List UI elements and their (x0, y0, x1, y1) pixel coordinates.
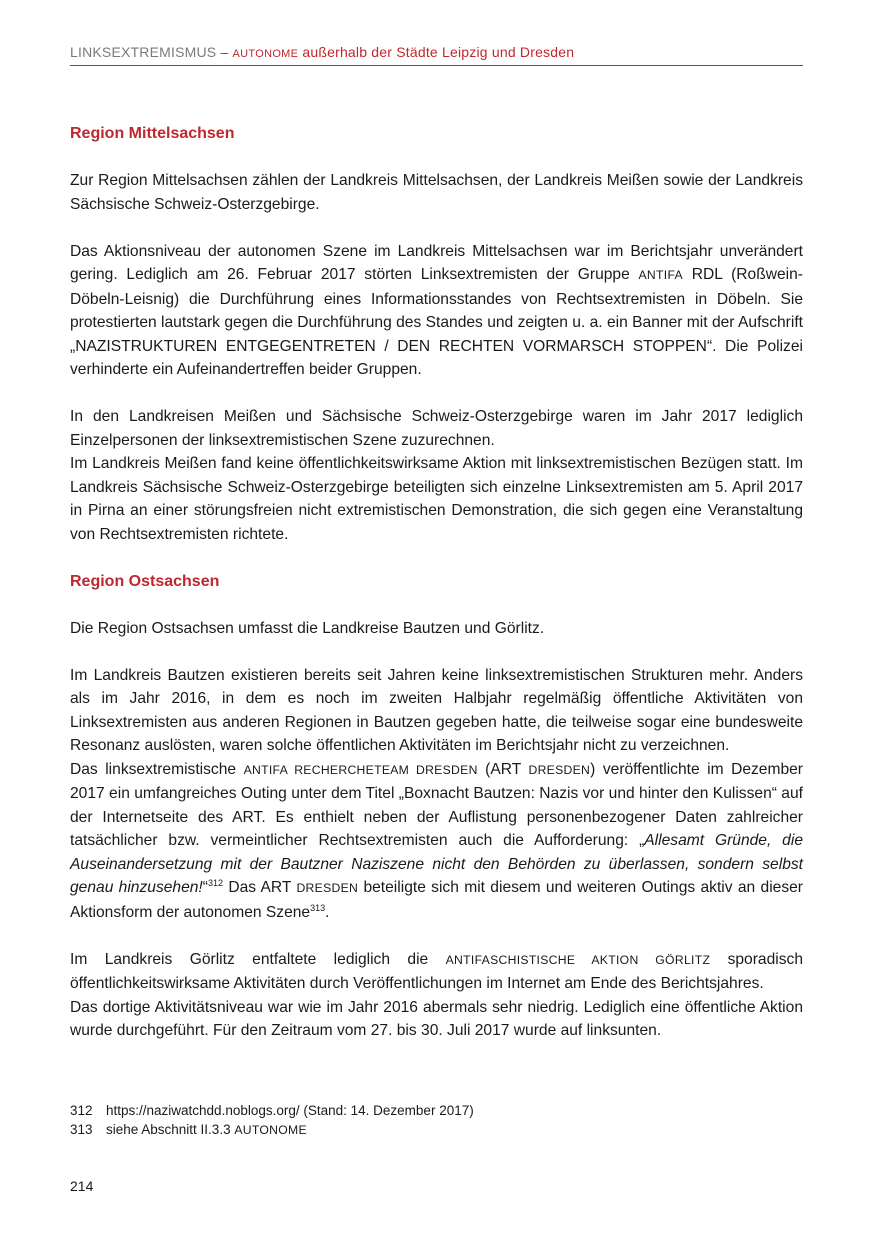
footnote-number: 313 (70, 1122, 93, 1137)
footnote-313 (70, 1120, 803, 1140)
footnote-ref-313[interactable]: 313 (310, 902, 326, 913)
text-run: siehe Abschnitt II.3.3 (106, 1122, 235, 1137)
running-header (70, 44, 803, 60)
text-run: ) veröffentlichte im Dezember 2017 ein umfangreiches Outing unter dem Titel „Boxnacht Bautzen: Nazis vor und hinter den Kulissen“ auf der Internetseite des ART. Es enthielt neben der Auflistung personenbezogener Daten zahlreicher tatsächlicher bzw. vermeintlicher Rechtsextremisten auch die Aufforderung: „ (70, 760, 804, 849)
text-run: (ART (477, 760, 529, 778)
footnotes (70, 1101, 803, 1140)
org-name-smallcaps: DRESDEN (528, 762, 591, 777)
footnote-text[interactable] (106, 1101, 474, 1120)
text-run: Das linksextremistische (70, 760, 244, 778)
org-name-smallcaps: DRESDEN (296, 881, 359, 895)
paragraph: Im Landkreis Meißen fand keine öffentlichkeitswirksame Aktion mit linksextremistischen Bezügen statt. Im Landkreis Sächsische Schweiz-Osterzgebirge beteiligten sich einzelne Linksextremisten am 5. April 2017 in Pirna an einer störungsfreien nicht extremistischen Demonstration, die sich gegen eine Veranstaltung von Rechtsextremisten richtete. (70, 455, 803, 543)
paragraph: Im Landkreis Bautzen existieren bereits seit Jahren keine linksextremistischen Strukturen mehr. Anders als im Jahr 2016, in dem es noch im zweiten Halbjahr regelmäßig öffentliche Aktivitäten von Linksextremisten aus anderen Regionen in Bautzen gegeben hatte, die teilweise sogar eine bundesweite Resonanz auslösten, waren solche öffentlichen Aktivitäten im Berichtsjahr nicht zu verzeichnen. (70, 666, 803, 754)
org-name-smallcaps: ANTIFASCHISTISCHE AKTION GÖRLITZ (445, 952, 711, 967)
text-run: RDL (Roßwein-Döbeln-Leisnig) die Durchführung eines Informationsstandes von Rechtsextremisten in Döbeln. Sie protestierten lautstark gegen die Durchführung des Standes und zeigten u. a. ein Banner mit der Aufschrift „NAZISTRUKTUREN ENTGEGENTRETEN / DEN RECHTEN VORMARSCH STOPPEN“. Die Polizei verhinderte ein Aufeinandertreffen beider Gruppen. (70, 266, 803, 378)
text-run: . (325, 903, 330, 921)
paragraph (70, 240, 803, 382)
heading-ostsachsen: Region Ostsachsen (70, 572, 220, 590)
header-title: LINKSEXTREMISMUS (70, 44, 217, 60)
paragraph: Zur Region Mittelsachsen zählen der Landkreis Mittelsachsen, der Landkreis Meißen sowie der Landkreis Sächsische Schweiz-Osterzgebirge. (70, 172, 803, 213)
paragraph: Das dortige Aktivitätsniveau war wie im Jahr 2016 abermals sehr niedrig. Lediglich eine öffentliche Aktion wurde durchgeführt. Für den Zeitraum vom 27. bis 30. Juli 2017 wurde auf linksunten. (70, 998, 803, 1039)
header-rule (70, 65, 803, 66)
text-run: sporadisch öffentlichkeitswirksame Aktivitäten durch Veröffentlichungen im Internet am Ende des Berichtsjahres. (70, 950, 803, 992)
main-content (70, 122, 803, 1066)
header-section-smallcaps: AUTONOME (232, 48, 299, 60)
header-section-rest: außerhalb der Städte Leipzig und Dresden (298, 44, 575, 60)
footnote-smallcaps: AUTONOME (234, 1123, 307, 1137)
text-run: beteiligte sich mit diesem und weiteren Outings aktiv an dieser Aktionsform der autonomen Szene (70, 879, 803, 921)
footnote-link[interactable]: https://naziwatchdd.noblogs.org/ (Stand: 14. Dezember 2017) (106, 1103, 474, 1118)
quote-italic: Allesamt Gründe, die Auseinandersetzung mit der Bautzner Naziszene nicht den Behörden zu überlassen, sondern selbst genau hinzusehen! (70, 832, 803, 896)
org-name-smallcaps: ANTIFA RECHERCHЕTEAM DRESDEN (243, 762, 478, 777)
footnote-text (106, 1120, 307, 1140)
paragraph: In den Landkreisen Meißen und Sächsische Schweiz-Osterzgebirge waren im Jahr 2017 lediglich Einzelpersonen der linksextremistischen Szene zuzurechnen. (70, 408, 803, 449)
paragraph (70, 948, 803, 996)
paragraph (70, 758, 803, 925)
footnote-312 (70, 1101, 803, 1120)
footnote-number: 312 (70, 1103, 93, 1118)
text-run: Das Aktionsniveau der autonomen Szene im Landkreis Mittelsachsen war im Berichtsjahr unverändert gering. Lediglich am 26. Februar 2017 störten Linksextremisten der Gruppe (70, 242, 803, 283)
footnote-ref-312[interactable]: 312 (207, 878, 224, 888)
paragraph: Die Region Ostsachsen umfasst die Landkreise Bautzen und Görlitz. (70, 619, 545, 637)
org-name-smallcaps: ANTIFA (638, 268, 683, 282)
page-number: 214 (70, 1178, 94, 1194)
heading-mittelsachsen: Region Mittelsachsen (70, 125, 235, 142)
text-run: Im Landkreis Görlitz entfaltete lediglich die (70, 950, 446, 968)
header-separator: – (216, 44, 233, 60)
text-run: “ (202, 879, 208, 896)
text-run: Das ART (223, 879, 297, 896)
